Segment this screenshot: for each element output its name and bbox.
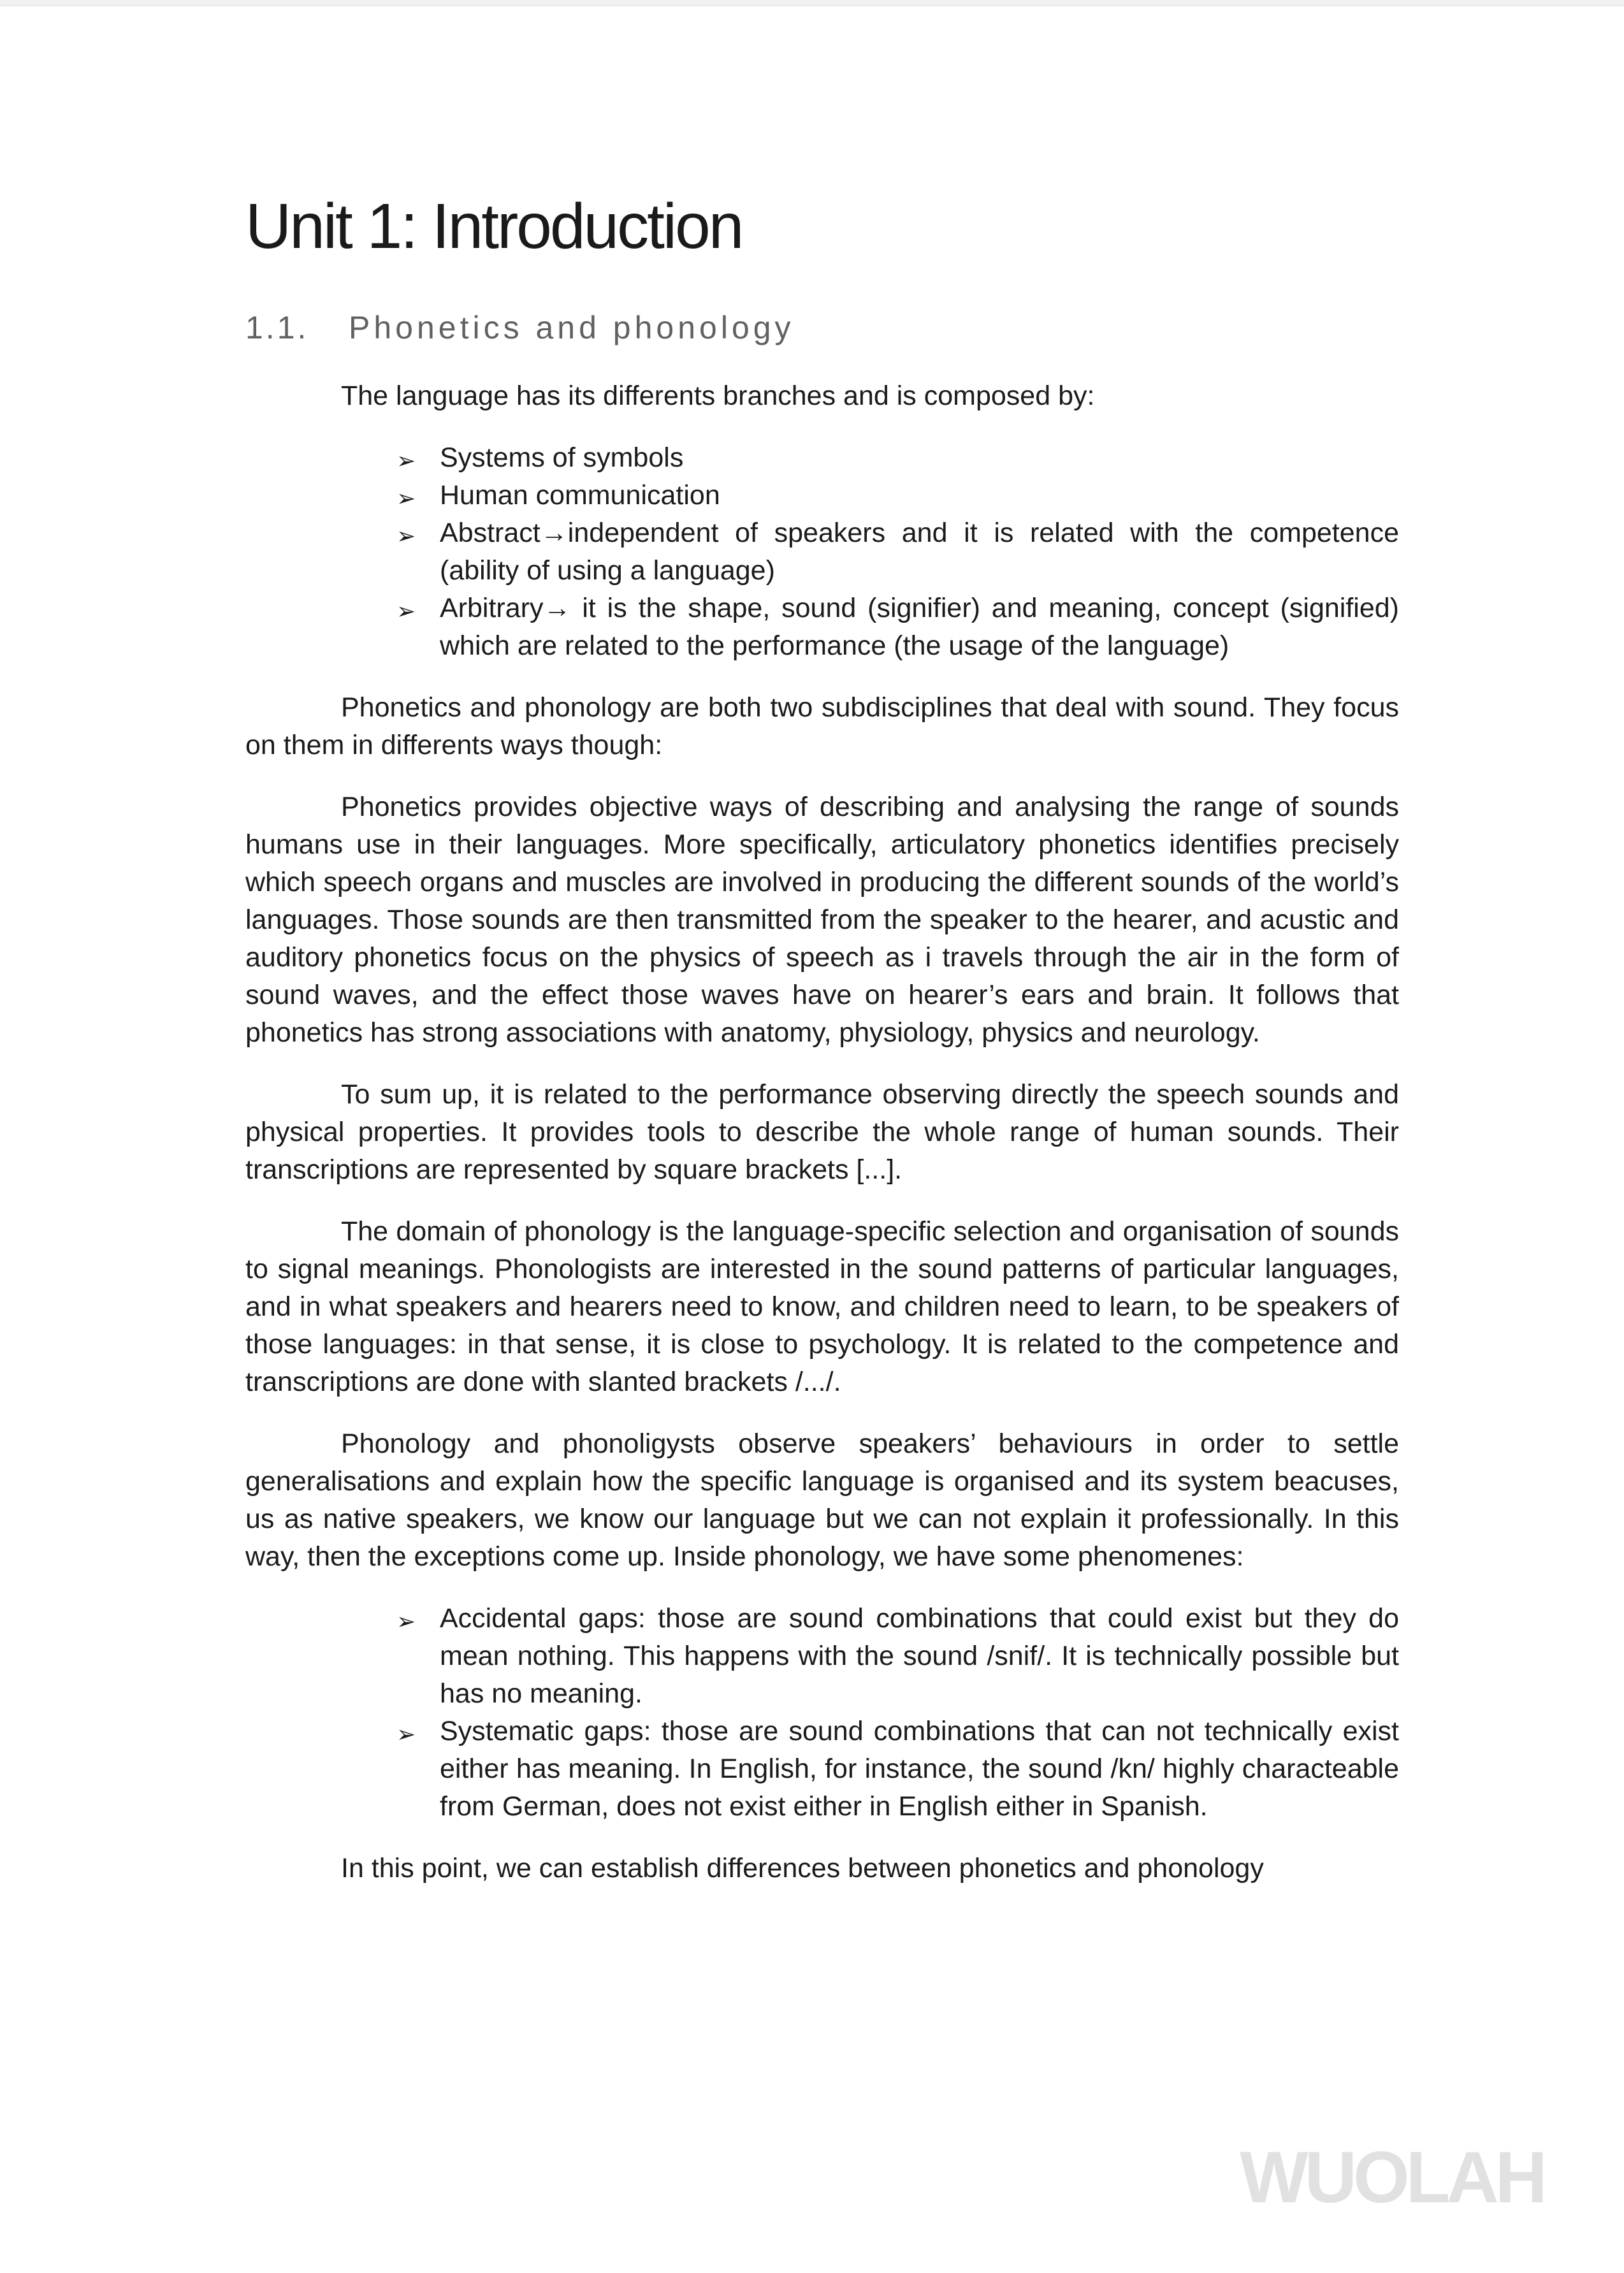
list-item bbox=[396, 590, 1399, 665]
list-item-text: Arbitrary→ it is the shape, sound (signifier) and meaning, concept (signified) which are related to the performance (the usage of the language) bbox=[440, 593, 1399, 661]
document-page bbox=[245, 0, 1399, 1912]
list-item-text: Human communication bbox=[440, 480, 720, 511]
list-item bbox=[396, 1713, 1399, 1826]
page-title: Unit 1: Introduction bbox=[245, 191, 743, 262]
paragraph: The domain of phonology is the language-specific selection and organisation of sounds to signal meanings. Phonologists are interested in the sound patterns of particular languages, and in what speakers and hearers need to know, and children need to learn, to be speakers of those languages: in that sense, it is close to psychology. It is related to the competence and transcriptions are done with slanted brackets /.../. bbox=[245, 1216, 1399, 1397]
paragraph: Phonetics and phonology are both two subdisciplines that deal with sound. They focus on them in differents ways though: bbox=[245, 692, 1399, 760]
list-item-text: Systematic gaps: those are sound combinations that can not technically exist either has meaning. In English, for instance, the sound /kn/ highly characteable from German, does not exist either in English either in Spanish. bbox=[440, 1716, 1399, 1822]
list-item-text: Systems of symbols bbox=[440, 442, 684, 473]
arrowhead-bullet-icon: ➢ bbox=[396, 447, 416, 474]
section-number: 1.1. bbox=[245, 310, 309, 345]
arrowhead-bullet-icon: ➢ bbox=[396, 598, 416, 624]
closing-paragraph: In this point, we can establish differences between phonetics and phonology bbox=[341, 1853, 1264, 1884]
arrowhead-bullet-icon: ➢ bbox=[396, 523, 416, 549]
arrowhead-bullet-icon: ➢ bbox=[396, 1721, 416, 1747]
paragraph: To sum up, it is related to the performance observing directly the speech sounds and physical properties. It provides tools to describe the whole range of human sounds. Their transcriptions are represented by square brackets [...]. bbox=[245, 1079, 1399, 1185]
arrowhead-bullet-icon: ➢ bbox=[396, 1608, 416, 1634]
list-item bbox=[396, 1600, 1399, 1713]
list-item bbox=[396, 439, 1399, 477]
list-item bbox=[396, 514, 1399, 590]
wuolah-watermark-logo: WUOLAH bbox=[1240, 2137, 1544, 2218]
paragraph: Phonetics provides objective ways of describing and analysing the range of sounds humans use in their languages. More specifically, articulatory phonetics identifies precisely which speech organs and muscles are involved in producing the different sounds of the world’s languages. Those sounds are then transmitted from the speaker to the hearer, and acustic and auditory phonetics focus on the physics of speech as i travels through the air in the form of sound waves, and the effect those waves have on hearer’s ears and brain. It follows that phonetics has strong associations with anatomy, physiology, physics and neurology. bbox=[245, 792, 1399, 1048]
list-item bbox=[396, 477, 1399, 514]
intro-paragraph: The language has its differents branches and is composed by: bbox=[341, 381, 1095, 411]
paragraph: Phonology and phonoligysts observe speakers’ behaviours in order to settle generalisations and explain how the specific language is organised and its system beacuses, us as native speakers, we know our language but we can not explain it professionally. In this way, then the exceptions come up. Inside phonology, we have some phenomenes: bbox=[245, 1428, 1399, 1572]
section-heading bbox=[245, 307, 1399, 348]
branches-list bbox=[245, 439, 1399, 665]
list-item-text: Abstract→independent of speakers and it is related with the competence (ability of using a language) bbox=[440, 518, 1399, 586]
list-item-text: Accidental gaps: those are sound combinations that could exist but they do mean nothing. This happens with the sound /snif/. It is technically possible but has no meaning. bbox=[440, 1603, 1399, 1709]
arrowhead-bullet-icon: ➢ bbox=[396, 485, 416, 511]
section-title: Phonetics and phonology bbox=[349, 310, 795, 345]
gaps-list bbox=[245, 1600, 1399, 1826]
